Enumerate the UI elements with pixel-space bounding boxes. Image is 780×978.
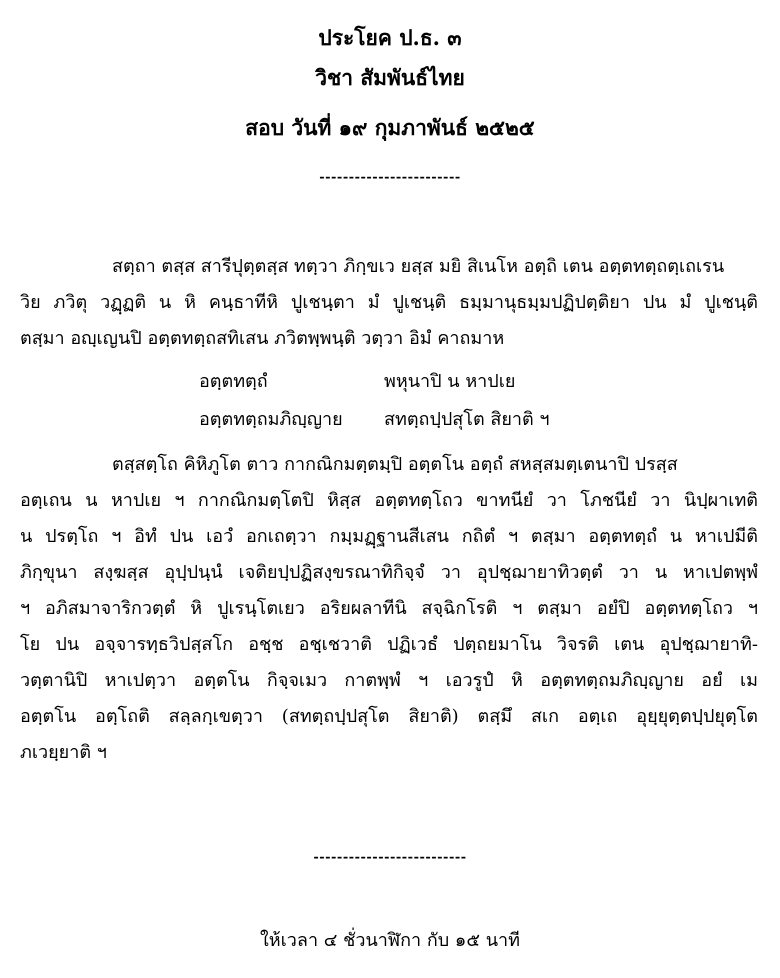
passage-line: ตสฺมา อญฺเญนปิ อตฺตทตฺถสทิเสน ภวิตพฺพนฺติ วตฺวา อิมํ คาถมาห xyxy=(20,328,505,349)
verse-line-1-first: อตฺตทตฺถํ xyxy=(199,371,268,392)
passage-line: อตฺตโน อตฺโถติ สลฺลกฺเขตฺวา (สทตฺถปฺปสุโต สิยาติ) ตสฺมึ สเก อตฺเถ อุยฺยุตฺตปฺปยุตฺโต xyxy=(20,706,758,727)
exam-subject-heading: วิชา สัมพันธ์ไทย xyxy=(315,65,465,90)
footer-separator: -------------------------- xyxy=(313,850,467,865)
passage-line: ตสฺสตฺโถ คิหิภูโต ตาว กากณิกมตฺตมฺปิ อตฺตโน อตฺถํ สหสฺสมตฺเตนาปิ ปรสฺส xyxy=(112,454,678,475)
verse-line-2-second: สทตฺถปฺปสุโต สิยาติ ฯ xyxy=(384,409,550,430)
passage-line: ภเวยฺยาติ ฯ xyxy=(20,742,107,763)
time-allowed: ให้เวลา ๔ ชั่วนาฬิกา กับ ๑๕ นาที xyxy=(260,930,520,951)
passage-line: ฯ อภิสมาจาริกวตฺตํ หิ ปูเรนฺโตเยว อริยผลาทีนิ สจฺฉิกโรติ ฯ ตสฺมา อยํปิ อตฺตทตฺโถว ฯ xyxy=(20,598,758,619)
passage-line: อตฺเถน น หาปเย ฯ กากณิกมตฺโตปิ หิสฺส อตฺตทตฺโถว ขาทนียํ วา โภชนียํ วา นิปฺผาเทติ xyxy=(20,490,758,511)
passage-line: วตฺตานิปิ หาเปตฺวา อตฺตโน กิจฺจเมว กาตพฺพํ ฯ เอวรูปํ หิ อตฺตทตฺถมภิญฺญาย อยํ เม xyxy=(20,670,758,691)
exam-date-heading: สอบ วันที่ ๑๙ กุมภาพันธ์ ๒๕๒๕ xyxy=(245,115,535,140)
header-separator: ------------------------ xyxy=(319,170,461,185)
passage-line: วิย ภวิตุ วฏฺฏติ น หิ คนฺธาทีหิ ปูเชนฺตา มํ ปูเชนฺติ ธมฺมานุธมฺมปฏิปตฺติยา ปน มํ ปูเชนฺติ xyxy=(20,292,758,313)
verse-line-1-second: พหุนาปิ น หาปเย xyxy=(384,371,516,392)
passage-line: โย ปน อจฺจารทฺธวิปสฺสโก อชฺช อชฺเชวาติ ปฏิเวธํ ปตฺถยมาโน วิจรติ เตน อุปชฺฌายาทิ- xyxy=(20,634,758,655)
verse-line-2-first: อตฺตทตฺถมภิญฺญาย xyxy=(199,409,343,430)
passage-line: ภิกฺขุนา สงฺฆสฺส อุปฺปนฺนํ เจติยปฺปฏิสงฺขรณาทิกิจฺจํ วา อุปชฺฌายาทิวตฺตํ วา น หาเปตพฺพํ xyxy=(20,562,758,583)
exam-level-heading: ประโยค ป.ธ. ๓ xyxy=(318,25,462,50)
passage-line: น ปรตฺโถ ฯ อิทํ ปน เอวํ อกเถตฺวา กมฺมฏฺฐานสีเสน กถิตํ ฯ ตสฺมา อตฺตทตฺถํ น หาเปมีติ xyxy=(20,526,758,547)
passage-line: สตฺถา ตสฺส สารีปุตฺตสฺส ทตฺวา ภิกฺขเว ยสฺส มยิ สิเนโห อตฺถิ เตน อตฺตทตฺถตฺเถเรน xyxy=(112,256,725,277)
